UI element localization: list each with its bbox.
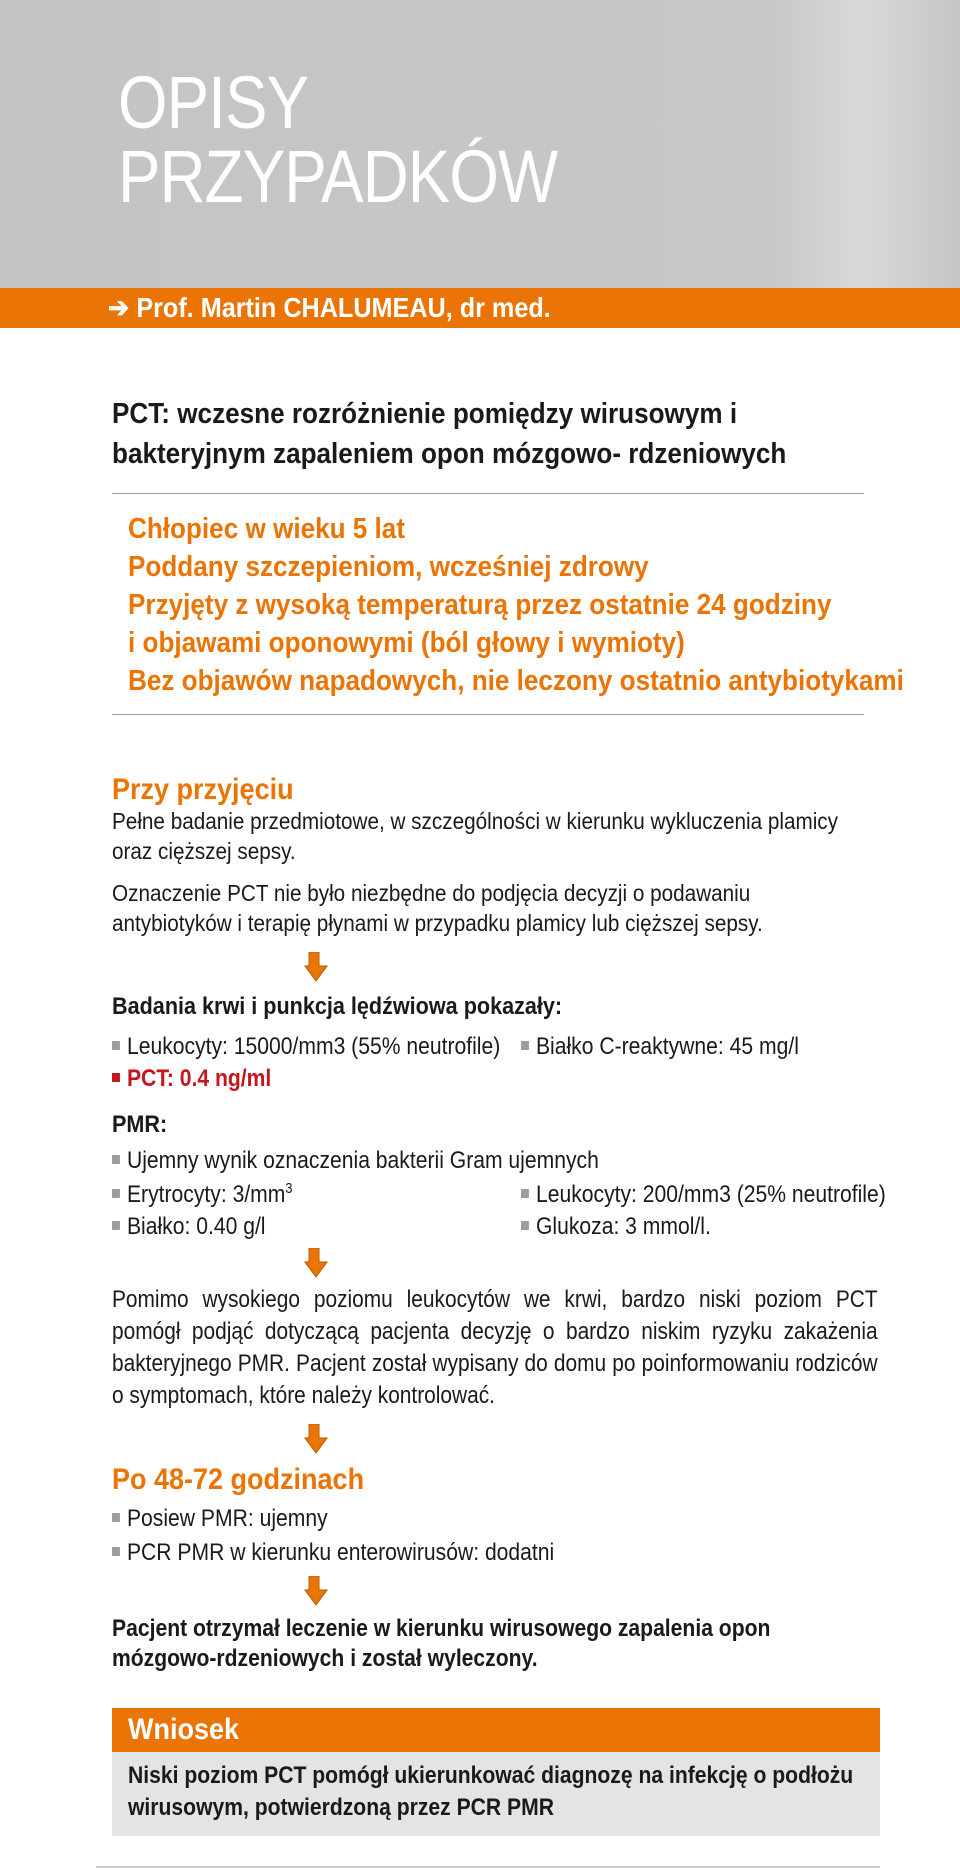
case-line: Bez objawów napadowych, nie leczony ostatnio antybiotykami [128, 665, 904, 697]
case-line: Przyjęty z wysoką temperaturą przez ostatnie 24 godziny [128, 589, 832, 621]
square-bullet-icon [521, 1041, 529, 1050]
down-arrow-icon [303, 1576, 329, 1606]
list-item: PCR PMR w kierunku enterowirusów: dodatni [112, 1538, 554, 1568]
case-line: Poddany szczepieniom, wcześniej zdrowy [128, 551, 649, 583]
case-summary [128, 510, 904, 700]
square-bullet-icon [112, 1155, 120, 1164]
list-item: Glukoza: 3 mmol/l. [521, 1212, 711, 1242]
square-bullet-icon [112, 1041, 120, 1050]
admission-heading: Przy przyjęciu [112, 773, 294, 806]
square-bullet-icon [521, 1189, 529, 1198]
title-line-1: OPISY [118, 61, 309, 144]
list-item: Białko: 0.40 g/l [112, 1212, 266, 1242]
down-arrow-icon [303, 952, 329, 982]
author-name: Prof. Martin CHALUMEAU, dr med. [136, 292, 551, 323]
list-item: Leukocyty: 200/mm3 (25% neutrofile) [521, 1180, 886, 1210]
conclusion-label: Wniosek [128, 1713, 240, 1746]
down-arrow-icon [303, 1248, 329, 1278]
blood-tests-heading: Badania krwi i punkcja lędźwiowa pokazały: [112, 993, 563, 1020]
square-bullet-icon [521, 1221, 529, 1230]
title-line-2: PRZYPADKÓW [118, 135, 558, 218]
bottom-divider [96, 1866, 880, 1868]
admission-paragraph-2: Oznaczenie PCT nie było niezbędne do podjęcia decyzji o podawaniu antybiotyków i terapię płynami w przypadku plamicy lub cięższej sepsy. [112, 880, 763, 936]
right-arrow-icon: ➔ [108, 292, 130, 323]
square-bullet-icon [112, 1513, 120, 1522]
divider-bottom [112, 714, 864, 715]
admission-paragraph-1: Pełne badanie przedmiotowe, w szczególności w kierunku wykluczenia plamicy oraz cięższej sepsy. [112, 808, 839, 864]
case-line: i objawami oponowymi (ból głowy i wymioty) [128, 627, 685, 659]
divider-top [112, 493, 864, 494]
pct-result: PCT: 0.4 ng/ml [112, 1064, 271, 1094]
list-item: Posiew PMR: ujemny [112, 1504, 328, 1534]
case-line: Chłopiec w wieku 5 lat [128, 513, 406, 545]
pmr-heading: PMR: [112, 1111, 168, 1138]
list-item: Ujemny wynik oznaczenia bakterii Gram ujemnych [112, 1146, 599, 1176]
list-item: Białko C-reaktywne: 45 mg/l [521, 1032, 799, 1062]
author [108, 290, 551, 326]
conclusion-text: Niski poziom PCT pomógł ukierunkować diagnozę na infekcję o podłożu wirusowym, potwierdzoną przez PCR PMR [128, 1762, 854, 1821]
article-title: PCT: wczesne rozróżnienie pomiędzy wirusowym i bakteryjnym zapaleniem opon mózgowo- rdzeniowych [112, 398, 787, 470]
down-arrow-icon [303, 1424, 329, 1454]
square-bullet-icon [112, 1547, 120, 1556]
page-title [118, 61, 558, 218]
square-bullet-icon [112, 1073, 120, 1082]
decision-paragraph: Pomimo wysokiego poziomu leukocytów we krwi, bardzo niski poziom PCT pomógł podjąć dotyczącą pacjenta decyzję o bardzo niskim ryzyku zakażenia bakteryjnego PMR. Pacjent został wypisany do domu po poinformowaniu rodziców o symptomach, które należy kontrolować. [112, 1286, 878, 1409]
followup-heading: Po 48-72 godzinach [112, 1463, 365, 1496]
list-item: Erytrocyty: $3/mm^3$ [112, 1180, 292, 1210]
list-item: Leukocyty: 15000/mm3 (55% neutrofile) [112, 1032, 500, 1062]
square-bullet-icon [112, 1189, 120, 1198]
outcome-paragraph: Pacjent otrzymał leczenie w kierunku wirusowego zapalenia opon mózgowo-rdzeniowych i został wyleczony. [112, 1615, 771, 1672]
square-bullet-icon [112, 1221, 120, 1230]
